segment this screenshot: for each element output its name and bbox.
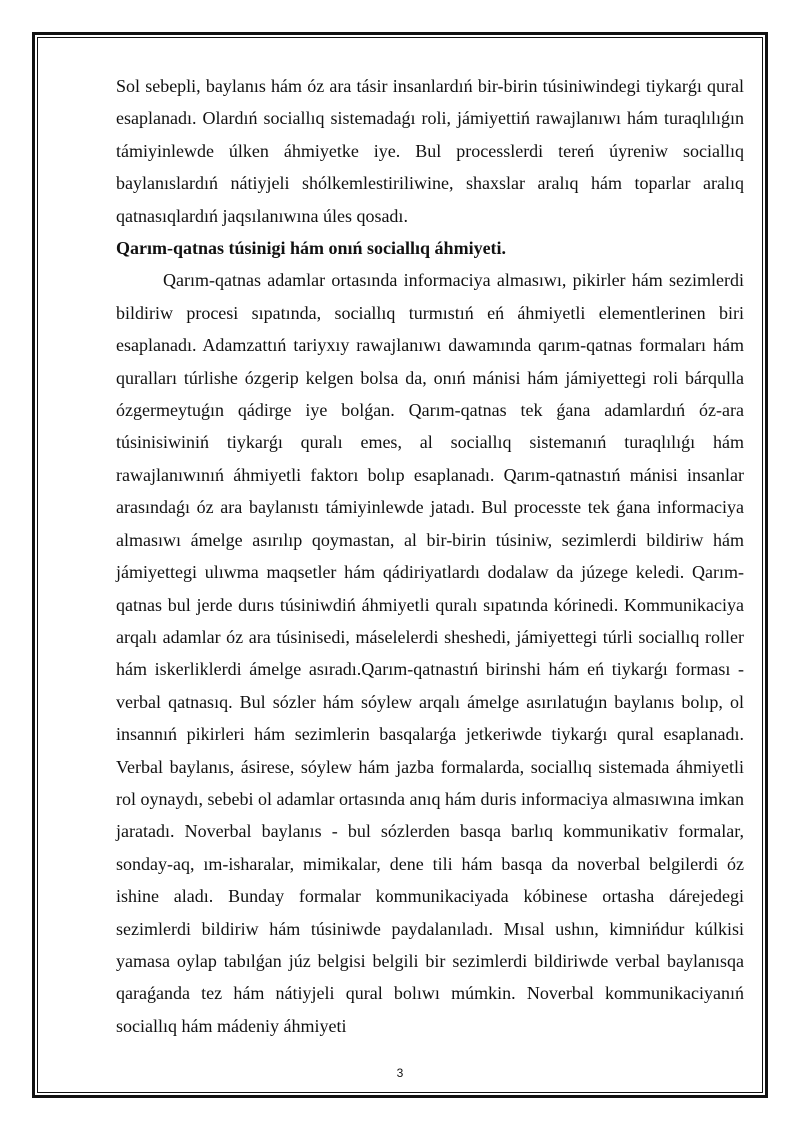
paragraph-intro: Sol sebepli, baylanıs hám óz ara tásir insanlardıń bir-birin túsiniwindegi tiykarǵı qural esaplanadı. Olardıń sociallıq sistemadaǵı roli, jámiyettiń rawajlanıwı hám turaqlılıǵın támiyinlewde úlken áhmiyetke iye. Bul processlerdi tereń úyreniw sociallıq baylanıslardıń nátiyjeli shólkemlestiriliwine, shaxslar aralıq hám toparlar aralıq qatnasıqlardıń jaqsılanıwına úles qosadı. — [116, 76, 744, 226]
document-body — [116, 70, 744, 1042]
section-heading: Qarım-qatnas túsinigi hám onıń sociallıq áhmiyeti. — [116, 238, 507, 259]
paragraph-main: Qarım-qatnas adamlar ortasında informaciya almasıwı, pikirler hám sezimlerdi bildiriw procesi sıpatında, sociallıq turmıstıń eń áhmiyetli elementlerinen biri esaplanadı. Adamzattıń tariyxıy rawajlanıwı dawamında qarım-qatnas formaları hám quralları túrlishe ózgerip kelgen bolsa da, onıń mánisi hám jámiyettegi roli bárqulla ózgermeytuǵın qádirge iye bolǵan. Qarım-qatnas tek ǵana adamlardıń óz-ara túsinisiwiniń tiykarǵı quralı emes, al sociallıq sistemanıń turaqlılıǵı hám rawajlanıwınıń áhmiyetli faktorı bolıp esaplanadı. Qarım-qatnastıń mánisi insanlar arasındaǵı óz ara baylanıstı támiyinlewde jatadı. Bul processte tek ǵana informaciya almasıwı ámelge asırılıp qoymastan, al bir-birin túsiniw, sezimlerdi bildiriw hám jámiyettegi ulıwma maqsetler hám qádiriyatlardı dodalaw da júzege keledi. Qarım-qatnas bul jerde durıs túsiniwdiń áhmiyetli quralı sıpatında kórinedi. Kommunikaciya arqalı adamlar óz ara túsinisedi, máselelerdi sheshedi, jámiyettegi túrli sociallıq roller hám iskerliklerdi ámelge asıradı.Qarım-qatnastıń birinshi hám eń tiykarǵı forması - verbal qatnasıq. Bul sózler hám sóylew arqalı ámelge asırılatuǵın baylanıs bolıp, ol insannıń pikirleri hám sezimlerin basqalarǵa jetkeriwde tiykarǵı qural esaplanadı. Verbal baylanıs, ásirese, sóylew hám jazba formalarda, sociallıq sistemada áhmiyetli rol oynaydı, sebebi ol adamlar ortasında anıq hám duris informaciya almasıwına imkan jaratadı. Noverbal baylanıs - bul sózlerden basqa barlıq kommunikativ formalar, sonday-aq, ım-isharalar, mimikalar, dene tili hám basqa da noverbal belgilerdi óz ishine aladı. Bunday formalar kommunikaciyada kóbinese ortasha dárejedegi sezimlerdi bildiriw hám túsiniwde paydalanıladı. Mısal ushın, kimnińdur kúlkisi yamasa oylap tabılǵan júz belgisi belgili bir sezimlerdi bildiriwde verbal baylanısqa qaraǵanda tez hám nátiyjeli qural bolıwı múmkin. Noverbal kommunikaciyanıń sociallıq hám mádeniy áhmiyeti — [116, 270, 744, 1036]
page-number: 3 — [396, 1066, 404, 1080]
